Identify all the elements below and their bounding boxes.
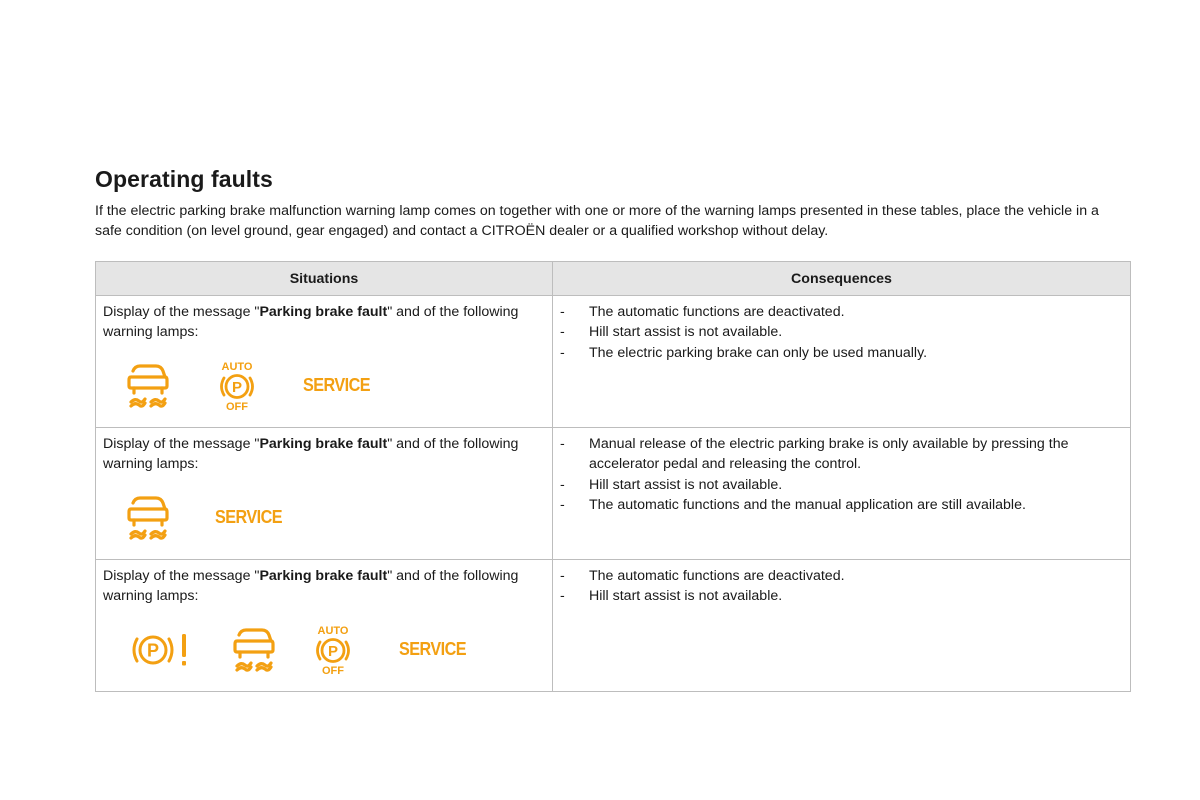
service-label: SERVICE [303, 375, 371, 396]
service-label: SERVICE [399, 639, 467, 660]
lamp-p-label: P [231, 378, 243, 396]
list-item: - The automatic functions and the manual application are still available. [560, 495, 1122, 515]
header-consequences: Consequences [553, 262, 1131, 296]
table-row [96, 296, 1131, 428]
service-label: SERVICE [215, 507, 283, 528]
fault-message: Parking brake fault [259, 304, 388, 320]
consequences-list [560, 302, 1122, 363]
list-item: - The automatic functions are deactivated. [560, 302, 1122, 322]
operating-faults-table [95, 261, 1131, 692]
list-item: - Hill start assist is not available. [560, 322, 1122, 342]
lamp-off-label: OFF [226, 400, 248, 412]
intro-paragraph: If the electric parking brake malfunction warning lamp comes on together with one or more of the warning lamps presented in these tables, place the vehicle in a safe condition (on level ground, gear engaged) and contact a CITROËN dealer or a qualified workshop without delay. [95, 203, 1099, 239]
service-lamp [399, 639, 474, 659]
consequences-cell [553, 428, 1131, 560]
warning-lamps [103, 357, 544, 415]
situation-cell [96, 560, 553, 692]
page-title: Operating faults [95, 166, 273, 192]
auto-p-off-icon [311, 624, 355, 676]
situation-text: Display of the message "Parking brake fault" and of the following warning lamps: [103, 304, 519, 341]
situation-text: Display of the message "Parking brake fault" and of the following warning lamps: [103, 436, 519, 473]
lamp-auto-label: AUTO [221, 360, 253, 373]
skid-control-icon [127, 363, 169, 409]
fault-message: Parking brake fault [259, 436, 388, 452]
list-item: - Hill start assist is not available. [560, 475, 1122, 495]
header-situations: Situations [96, 262, 553, 296]
table-row [96, 428, 1131, 560]
parking-brake-fault-icon [127, 630, 191, 670]
service-lamp [215, 507, 290, 527]
lamp-p-label: P [327, 642, 339, 660]
skid-control-icon [127, 495, 169, 541]
situation-cell [96, 428, 553, 560]
table-row [96, 560, 1131, 692]
lamp-off-label: OFF [322, 664, 344, 676]
situation-cell [96, 296, 553, 428]
skid-control-icon [233, 627, 275, 673]
fault-message: Parking brake fault [259, 568, 388, 584]
lamp-auto-label: AUTO [317, 624, 349, 637]
warning-lamps [103, 489, 544, 547]
list-item: - Manual release of the electric parking brake is only available by pressing the accelerator pedal and releasing the control. [560, 434, 1122, 475]
service-lamp [303, 375, 378, 395]
list-item: - Hill start assist is not available. [560, 586, 1122, 606]
list-item: - The electric parking brake can only be used manually. [560, 343, 1122, 363]
list-item: - The automatic functions are deactivated. [560, 566, 1122, 586]
consequences-cell [553, 560, 1131, 692]
warning-lamps [103, 621, 544, 679]
table-header-row [96, 262, 1131, 296]
consequences-list [560, 434, 1122, 515]
consequences-cell [553, 296, 1131, 428]
lamp-p-label: P [146, 640, 160, 661]
consequences-list [560, 566, 1122, 607]
auto-p-off-icon [215, 360, 259, 412]
situation-text: Display of the message "Parking brake fault" and of the following warning lamps: [103, 568, 519, 605]
